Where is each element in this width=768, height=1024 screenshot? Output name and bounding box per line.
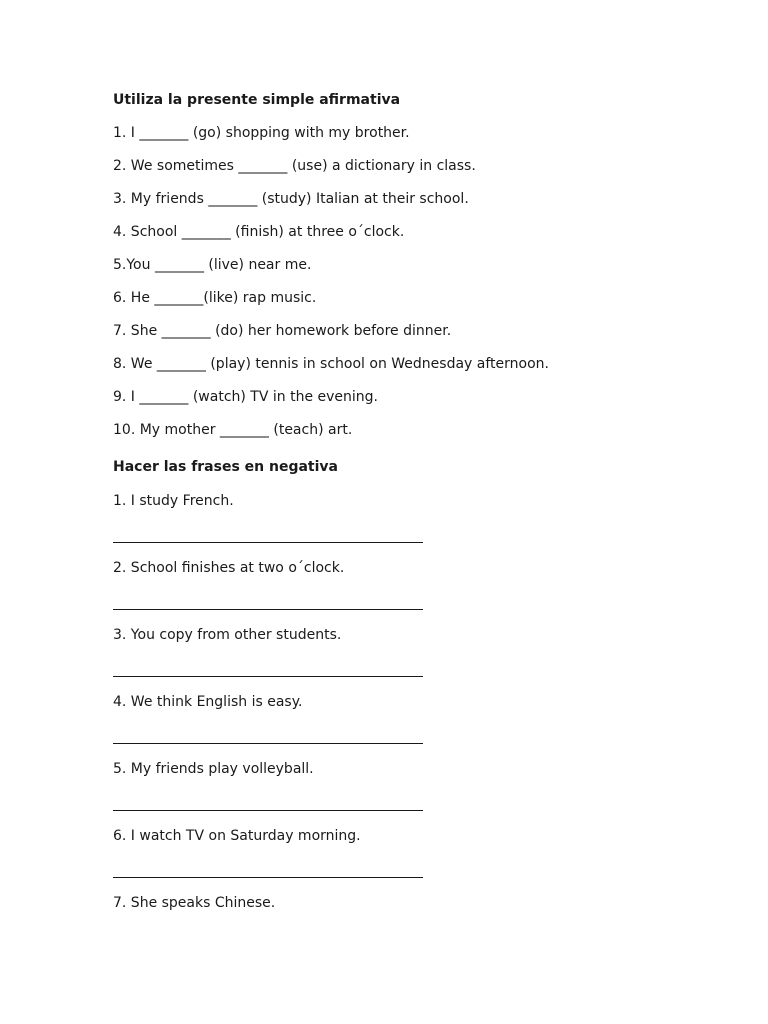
affirmative-heading: Utiliza la presente simple afirmativa — [113, 92, 401, 108]
exercise-item: 9. I _______ (watch) TV in the evening. — [113, 389, 379, 405]
exercise-item: 3. My friends _______ (study) Italian at their school. — [113, 191, 469, 207]
exercise-item: 5.You _______ (live) near me. — [113, 257, 312, 273]
affirmative-section — [113, 90, 733, 440]
negative-item — [113, 558, 733, 610]
exercise-item: 1. I _______ (go) shopping with my brother. — [113, 125, 410, 141]
answer-line — [113, 723, 423, 744]
negative-prompt: 2. School finishes at two o´clock. — [113, 560, 345, 576]
exercise-item: 2. We sometimes _______ (use) a dictionary in class. — [113, 158, 476, 174]
worksheet — [113, 90, 733, 913]
negative-prompt: 5. My friends play volleyball. — [113, 761, 314, 777]
negative-prompt: 1. I study French. — [113, 493, 234, 509]
negative-item — [113, 625, 733, 677]
negative-item — [113, 692, 733, 744]
negative-section — [113, 457, 733, 913]
negative-item — [113, 826, 733, 878]
exercise-item: 7. She _______ (do) her homework before dinner. — [113, 323, 452, 339]
negative-prompt: 3. You copy from other students. — [113, 627, 342, 643]
answer-line — [113, 857, 423, 878]
answer-line — [113, 589, 423, 610]
negative-prompt: 7. She speaks Chinese. — [113, 895, 276, 911]
negative-prompt: 6. I watch TV on Saturday morning. — [113, 828, 361, 844]
answer-line — [113, 656, 423, 677]
exercise-item: 8. We _______ (play) tennis in school on Wednesday afternoon. — [113, 356, 549, 372]
negative-item — [113, 893, 733, 913]
negative-prompt: 4. We think English is easy. — [113, 694, 303, 710]
negative-heading: Hacer las frases en negativa — [113, 459, 338, 475]
exercise-item: 4. School _______ (finish) at three o´clock. — [113, 224, 405, 240]
exercise-item: 6. He _______(like) rap music. — [113, 290, 317, 306]
exercise-item: 10. My mother _______ (teach) art. — [113, 422, 353, 438]
answer-line — [113, 522, 423, 543]
negative-item — [113, 759, 733, 811]
answer-line — [113, 790, 423, 811]
negative-item — [113, 491, 733, 543]
